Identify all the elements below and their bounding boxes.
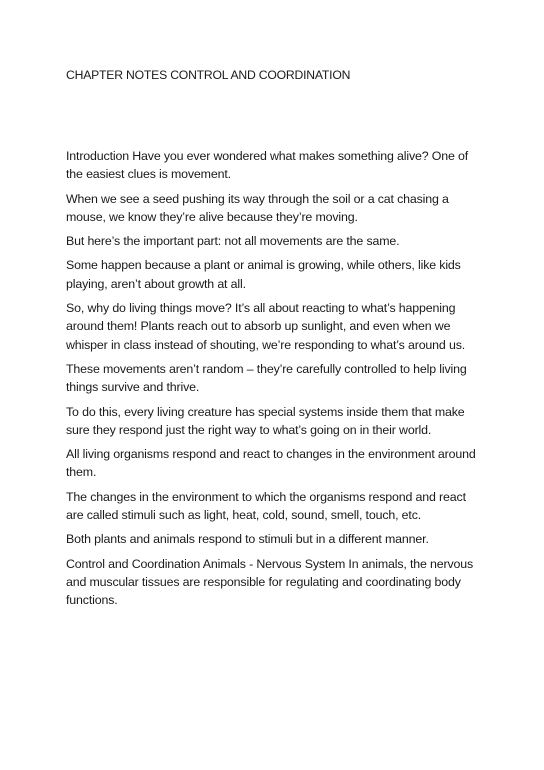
paragraph-growth: Some happen because a plant or animal is growing, while others, like kids playing, aren’t about growth at all. [66,258,461,291]
paragraph-movements-differ: But here’s the important part: not all movements are the same. [66,234,400,249]
paragraph-nervous-system: Control and Coordination Animals - Nervous System In animals, the nervous and muscular tissues are responsible for regulating and coordinating body functions. [66,556,474,608]
paragraph-seed-example: When we see a seed pushing its way through the soil or a cat chasing a mouse, we know they’re alive because they’re moving. [66,191,449,224]
paragraph-plants-animals: Both plants and animals respond to stimuli but in a different manner. [66,532,429,547]
paragraph-respond-react: All living organisms respond and react to changes in the environment around them. [66,447,476,480]
paragraph-introduction: Introduction Have you ever wondered what makes something alive? One of the easiest clues is movement. [66,149,469,182]
paragraph-controlled: These movements aren’t random – they’re carefully controlled to help living things survive and thrive. [66,361,467,395]
paragraph-why-move: So, why do living things move? It’s all about reacting to what’s happening around them! Plants reach out to absorb up sunlight, and even when we whisper in class instead of shouting, we’re responding to what’s around us. [66,301,466,352]
paragraph-stimuli: The changes in the environment to which the organisms respond and react are called stimuli such as light, heat, cold, sound, smell, touch, etc. [66,489,466,523]
paragraph-special-systems: To do this, every living creature has special systems inside them that make sure they respond just the right way to what’s going on in their world. [66,404,465,437]
document-body [66,147,482,616]
page-title: CHAPTER NOTES CONTROL AND COORDINATION [66,68,351,82]
